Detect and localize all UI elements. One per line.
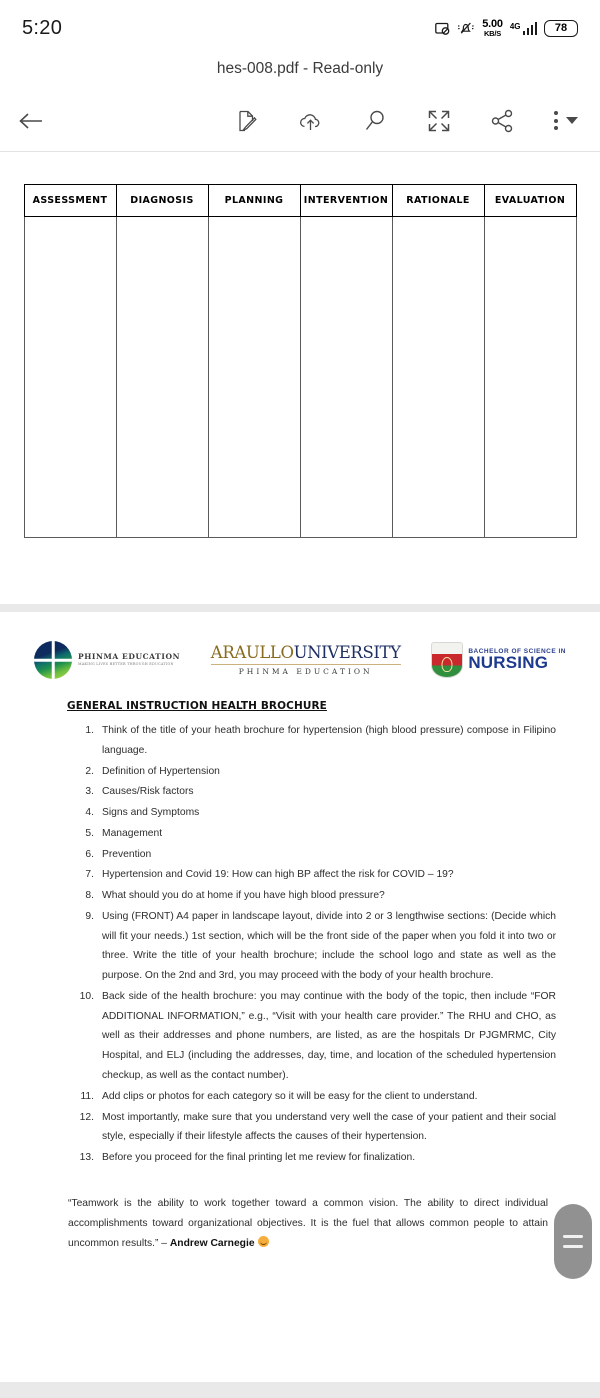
nursing-logo-line2: NURSING	[468, 653, 549, 673]
closing-quote	[68, 1194, 556, 1254]
table-cell-evaluation	[484, 217, 576, 538]
table-cell-intervention	[300, 217, 392, 538]
instruction-number: 2.	[85, 765, 94, 777]
araullo-logo-name	[211, 645, 401, 662]
status-bar	[0, 0, 600, 56]
instruction-text: Signs and Symptoms	[102, 807, 200, 819]
scrollbar-grip-line	[563, 1245, 583, 1248]
instruction-number: 12.	[79, 1111, 94, 1123]
pdf-page-2	[0, 612, 600, 1382]
instruction-text: Management	[102, 827, 163, 839]
instruction-number: 4.	[85, 807, 94, 819]
column-header-evaluation: EVALUATION	[484, 185, 576, 217]
araullo-divider	[211, 664, 401, 665]
scrollbar-thumb[interactable]	[554, 1204, 592, 1279]
battery-indicator: 78	[544, 20, 578, 37]
overflow-menu-group	[554, 111, 578, 130]
table-header-row	[24, 185, 576, 217]
nursing-logo-text	[468, 649, 566, 672]
instruction-item	[68, 803, 556, 823]
instruction-text: Prevention	[102, 848, 152, 860]
nursing-program-logo	[431, 642, 566, 678]
page-bottom-separator	[0, 1382, 600, 1390]
pdf-page-1	[0, 152, 600, 604]
instruction-number: 8.	[85, 890, 94, 902]
quote-text: “Teamwork is the ability to work together toward a common vision. The ability to direct individual accomplishments toward organizational objectives. It is the fuel that allows common people to attain uncommon results.” –	[68, 1197, 548, 1249]
instruction-item	[68, 762, 556, 782]
table-row	[24, 217, 576, 538]
column-header-diagnosis: DIAGNOSIS	[116, 185, 208, 217]
scrollbar-grip-line	[563, 1235, 583, 1238]
araullo-university-logo	[211, 645, 401, 675]
column-header-assessment: ASSESSMENT	[24, 185, 116, 217]
cloud-upload-icon[interactable]	[298, 108, 324, 134]
instruction-number: 6.	[85, 848, 94, 860]
relieved-face-emoji	[258, 1236, 269, 1247]
back-button[interactable]	[18, 111, 64, 131]
signal-bars-icon	[523, 22, 538, 35]
column-header-planning: PLANNING	[208, 185, 300, 217]
instruction-number: 1.	[85, 725, 94, 736]
instruction-text: Using (FRONT) A4 paper in landscape layout, divide into 2 or 3 lengthwise sections: (Decide which will fit your needs.) 1st section, which will be the front side of the paper when you fold it into two or three. Write the title of your health brochure; include the school logo and state as well as the purpose. On the 2nd and 3rd, you may proceed with the body of your health brochure.	[102, 910, 556, 982]
edit-document-icon[interactable]	[234, 108, 260, 134]
instruction-number: 13.	[79, 1152, 94, 1164]
page-title: hes-008.pdf - Read-only	[216, 60, 384, 77]
instructions-heading: GENERAL INSTRUCTION HEALTH BROCHURE	[67, 700, 327, 712]
share-icon[interactable]	[490, 108, 516, 134]
instruction-number: 7.	[85, 869, 94, 881]
phinma-logo-text	[78, 653, 180, 666]
instruction-text: Most importantly, make sure that you understand very well the case of your patient and their social style, especially if their lifestyle affects the causes of their hypertension.	[102, 1111, 556, 1143]
instruction-text: Back side of the health brochure: you may continue with the body of the topic, then include “FOR ADDITIONAL INFORMATION,” e.g., “Visit with your health care provider.” The RHU and CHO, as well as their addresses and phone numbers, are listed, as are the hospitals Dr PJGMRMC, City Hospital, and ELJ (including the addresses, day, time, and location of the scheduled hypertension checkup, as well as the contact number).	[102, 990, 556, 1082]
instruction-item	[68, 1108, 556, 1148]
instruction-text: Hypertension and Covid 19: How can high BP affect the risk for COVID – 19?	[102, 869, 454, 881]
instruction-text: Causes/Risk factors	[102, 786, 194, 798]
document-title-bar	[0, 56, 600, 90]
instruction-item	[68, 721, 556, 761]
instruction-text: Definition of Hypertension	[102, 765, 220, 777]
bell-muted-icon	[457, 21, 475, 35]
table-cell-planning	[208, 217, 300, 538]
instruction-item	[68, 1148, 556, 1168]
nursing-care-plan-table	[24, 184, 577, 538]
chevron-down-icon[interactable]	[566, 117, 578, 124]
instruction-item	[68, 782, 556, 802]
network-speed-value: 5.00	[482, 17, 503, 30]
araullo-word: ARAULLO	[210, 643, 294, 662]
instruction-text: What should you do at home if you have high blood pressure?	[102, 890, 385, 902]
instruction-text: Before you proceed for the final printing let me review for finalization.	[102, 1152, 416, 1164]
column-header-rationale: RATIONALE	[392, 185, 484, 217]
nursing-shield-icon	[431, 642, 463, 678]
instruction-item	[68, 987, 556, 1086]
instruction-text: Think of the title of your heath brochure for hypertension (high blood pressure) compose in Filipino language.	[102, 725, 556, 756]
column-header-intervention: INTERVENTION	[300, 185, 392, 217]
page-separator	[0, 604, 600, 612]
araullo-logo-subtitle: PHINMA EDUCATION	[238, 666, 373, 676]
instruction-text: Add clips or photos for each category so it will be easy for the client to understand.	[102, 1090, 478, 1102]
phinma-logo-name: PHINMA EDUCATION	[78, 652, 181, 662]
instruction-number: 11.	[80, 1090, 94, 1102]
instruction-item	[68, 865, 556, 885]
network-speed-unit: KB/S	[483, 28, 502, 38]
instruction-number: 5.	[85, 827, 94, 839]
fullscreen-icon[interactable]	[426, 108, 452, 134]
status-clock: 5:20	[22, 16, 63, 39]
table-cell-assessment	[24, 217, 116, 538]
instruction-item	[68, 1087, 556, 1107]
signal-indicator	[510, 22, 537, 35]
phinma-globe-icon	[34, 641, 72, 679]
logo-row	[0, 634, 600, 686]
status-icon-group	[435, 19, 578, 38]
university-word: UNIVERSITY	[293, 643, 401, 662]
toolbar-actions	[64, 108, 582, 134]
more-vertical-icon[interactable]	[554, 111, 558, 130]
document-body	[0, 700, 600, 1254]
instruction-item	[68, 907, 556, 986]
table-cell-diagnosis	[116, 217, 208, 538]
phinma-logo-tagline: MAKING LIVES BETTER THROUGH EDUCATION	[78, 662, 174, 667]
instruction-item	[68, 845, 556, 865]
app-toolbar	[0, 90, 600, 152]
table-cell-rationale	[392, 217, 484, 538]
network-speed-indicator	[482, 19, 503, 38]
screenshot-off-icon	[435, 22, 450, 35]
instruction-item	[68, 824, 556, 844]
instruction-number: 3.	[85, 786, 94, 798]
instruction-number: 9.	[85, 910, 94, 922]
search-icon[interactable]	[362, 108, 388, 134]
nursing-logo-line1: BACHELOR OF SCIENCE IN	[468, 647, 566, 655]
network-type-label: 4G	[509, 21, 521, 31]
phinma-education-logo	[34, 641, 180, 679]
instruction-item	[68, 886, 556, 906]
pdf-viewer[interactable]	[0, 152, 600, 1398]
instruction-number: 10.	[79, 990, 94, 1002]
instruction-list	[68, 721, 556, 1168]
quote-author: Andrew Carnegie	[169, 1238, 255, 1249]
